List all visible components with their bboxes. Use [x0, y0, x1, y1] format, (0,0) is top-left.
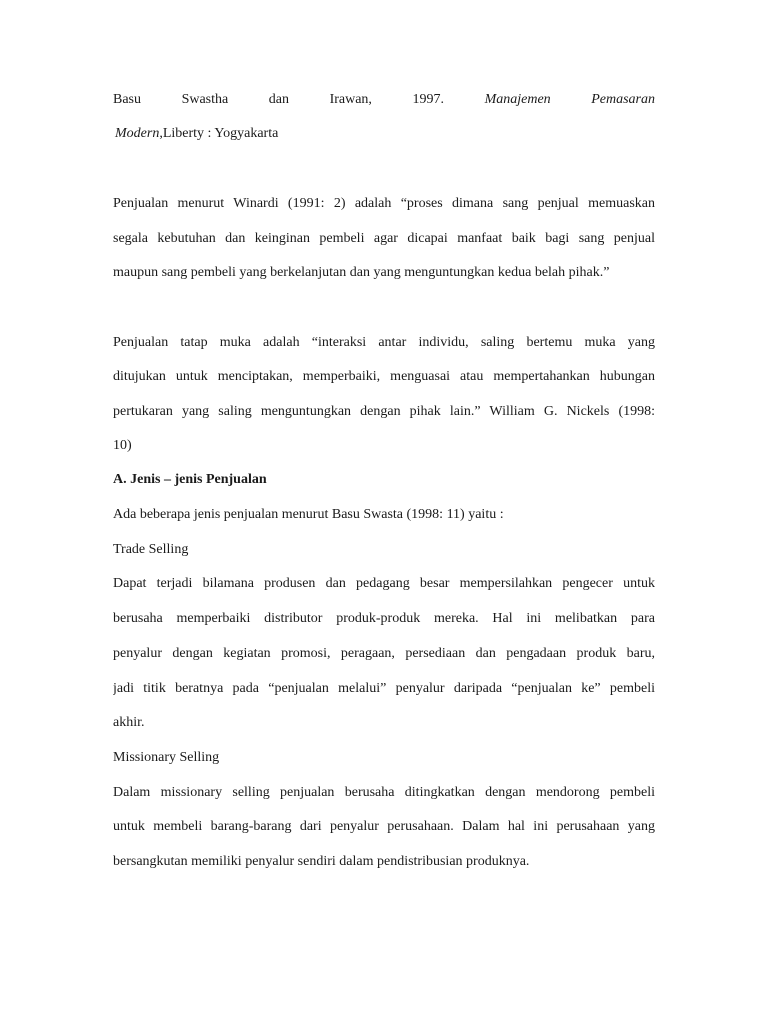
missionary-selling-line-3: bersangkutan memiliki penyalur sendiri dalam pendistribusian produknya.: [113, 854, 530, 869]
trade-selling-line-5: akhir.: [113, 715, 145, 730]
trade-selling-title: Trade Selling: [113, 542, 189, 557]
missionary-selling-title: Missionary Selling: [113, 750, 220, 765]
para2-line-4: 10): [113, 438, 132, 453]
reference-line-2: [115, 125, 657, 143]
reference-title-part-2: Modern: [115, 126, 160, 141]
trade-selling-line-1: Dapat terjadi bilamana produsen dan pedagang besar mempersilahkan pengecer untuk: [113, 576, 655, 591]
para2-line-1: Penjualan tatap muka adalah “interaksi antar individu, saling bertemu muka yang: [113, 335, 655, 350]
para2-line-3: pertukaran yang saling menguntungkan dengan pihak lain.” William G. Nickels (1998:: [113, 404, 655, 419]
reference-title-part-1: Manajemen Pemasaran: [484, 92, 655, 107]
trade-selling-line-3: penyalur dengan kegiatan promosi, peragaan, persediaan dan pengadaan produk baru,: [113, 646, 655, 661]
missionary-selling-line-1: Dalam missionary selling penjualan berusaha ditingkatkan dengan mendorong pembeli: [113, 785, 655, 800]
para2-line-2: ditujukan untuk menciptakan, memperbaiki, menguasai atau mempertahankan hubungan: [113, 369, 655, 384]
para1-line-2: segala kebutuhan dan keinginan pembeli agar dicapai manfaat baik bagi sang penjual: [113, 231, 655, 246]
section-a-heading: A. Jenis – jenis Penjualan: [113, 472, 267, 487]
para1-line-1: Penjualan menurut Winardi (1991: 2) adalah “proses dimana sang penjual memuaskan: [113, 196, 655, 211]
trade-selling-line-2: berusaha memperbaiki distributor produk-produk mereka. Hal ini melibatkan para: [113, 611, 655, 626]
missionary-selling-line-2: untuk membeli barang-barang dari penyalur perusahaan. Dalam hal ini perusahaan yang: [113, 819, 655, 834]
reference-publisher: ,Liberty : Yogyakarta: [159, 126, 279, 141]
para1-line-3: maupun sang pembeli yang berkelanjutan dan yang menguntungkan kedua belah pihak.”: [113, 265, 610, 280]
reference-authors: Basu Swastha dan Irawan, 1997.: [113, 92, 444, 107]
trade-selling-line-4: jadi titik beratnya pada “penjualan melalui” penyalur daripada “penjualan ke” pembeli: [113, 681, 655, 696]
reference-line-1: [113, 91, 655, 109]
section-a-intro: Ada beberapa jenis penjualan menurut Basu Swasta (1998: 11) yaitu :: [113, 507, 504, 522]
